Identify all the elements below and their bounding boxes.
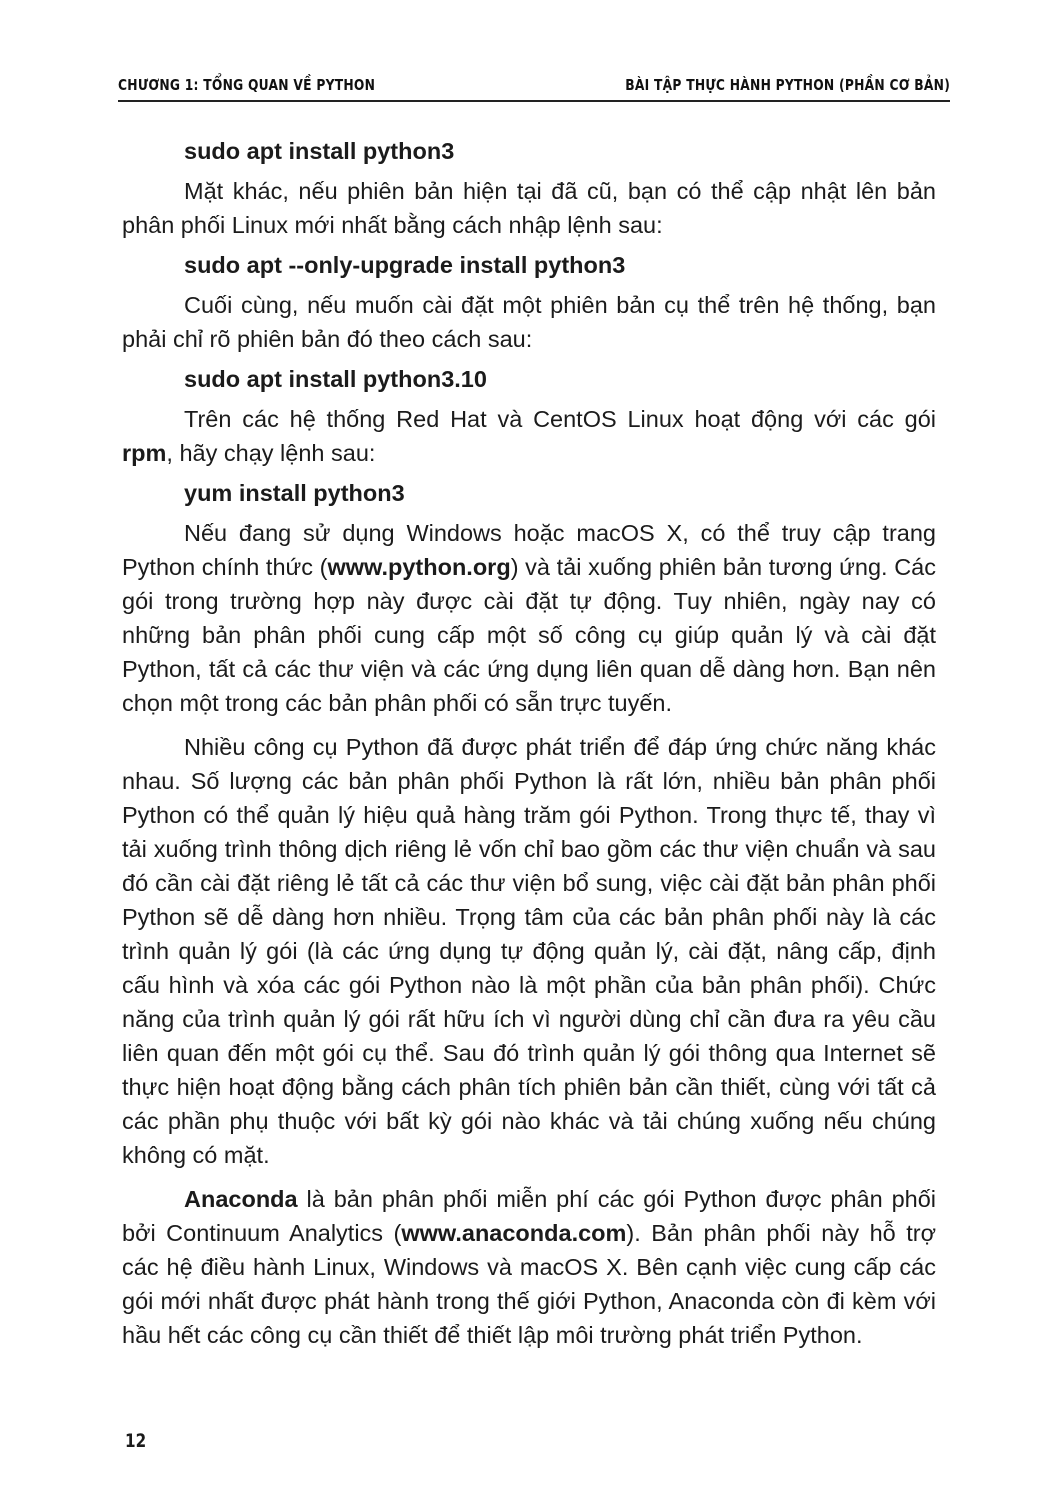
redhat-text-b: , hãy chạy lệnh sau: bbox=[166, 440, 376, 466]
paragraph-anaconda bbox=[122, 1182, 936, 1352]
paragraph-redhat bbox=[122, 402, 936, 470]
paragraph-distributions: Nhiều công cụ Python đã được phát triển để đáp ứng chức năng khác nhau. Số lượng các bản phân phối Python là rất lớn, nhiều bản phân phối Python có thể quản lý hiệu quả hàng trăm gói Python. Trong thực tế, thay vì tải xuống trình thông dịch riêng lẻ vốn chỉ bao gồm các thư viện chuẩn và sau đó cần cài đặt riêng lẻ tất cả các thư viện bổ sung, việc cài đặt bản phân phối Python sẽ dễ dàng hơn nhiều. Trọng tâm của các bản phân phối này là các trình quản lý gói (là các ứng dụng tự động quản lý, cài đặt, nâng cấp, định cấu hình và xóa các gói Python nào là một phần của bản phân phối). Chức năng của trình quản lý gói rất hữu ích vì người dùng chỉ cần đưa ra yêu cầu liên quan đến một gói cụ thể. Sau đó trình quản lý gói thông qua Internet sẽ thực hiện hoạt động bằng cách phân tích phiên bản cần thiết, cùng với tất cả các phần phụ thuộc với bất kỳ gói nào khác và tải chúng xuống nếu chúng không có mặt. bbox=[122, 734, 936, 1168]
rpm-term: rpm bbox=[122, 440, 167, 466]
python-org-link: www.python.org bbox=[327, 554, 511, 580]
command-install-python3: sudo apt install python3 bbox=[184, 138, 455, 164]
command-yum-install: yum install python3 bbox=[184, 480, 405, 506]
paragraph-upgrade-intro: Mặt khác, nếu phiên bản hiện tại đã cũ, bạn có thể cập nhật lên bản phân phối Linux mới nhất bằng cách nhập lệnh sau: bbox=[122, 178, 936, 238]
page-body bbox=[122, 134, 936, 1352]
command-upgrade-python3: sudo apt --only-upgrade install python3 bbox=[184, 252, 626, 278]
anaconda-text-b: ). Bản phân phối này hỗ trợ các hệ điều hành Linux, Windows và macOS X. Bên cạnh việc cung cấp các gói mới nhất được phát hành trong thế giới Python, Anaconda còn đi kèm với hầu hết các công cụ cần thiết để thiết lập môi trường phát triển Python. bbox=[122, 1220, 936, 1348]
redhat-text-a: Trên các hệ thống Red Hat và CentOS Linux hoạt động với các gói bbox=[184, 406, 936, 432]
page-number: 12 bbox=[125, 1430, 147, 1452]
anaconda-term: Anaconda bbox=[184, 1186, 298, 1212]
anaconda-com-link: www.anaconda.com bbox=[401, 1220, 627, 1246]
running-header bbox=[118, 72, 950, 102]
windows-text-b: ) và tải xuống phiên bản tương ứng. Các gói trong trường hợp này được cài đặt tự động. Tuy nhiên, ngày nay có những bản phân phối cung cấp một số công cụ giúp quản lý và cài đặt Python, tất cả các thư viện và các ứng dụng liên quan dễ dàng hơn. Bạn nên chọn một trong các bản phân phối có sẵn trực tuyến. bbox=[122, 554, 936, 716]
paragraph-windows-macos bbox=[122, 516, 936, 720]
book-title: BÀI TẬP THỰC HÀNH PYTHON (PHẦN CƠ BẢN) bbox=[625, 76, 950, 94]
windows-text-a: Nếu đang sử dụng Windows hoặc macOS X, có thể truy cập trang Python chính thức ( bbox=[122, 520, 936, 580]
chapter-title: CHƯƠNG 1: TỔNG QUAN VỀ PYTHON bbox=[118, 76, 376, 94]
paragraph-version-intro: Cuối cùng, nếu muốn cài đặt một phiên bản cụ thể trên hệ thống, bạn phải chỉ rõ phiên bản đó theo cách sau: bbox=[122, 292, 936, 352]
command-install-python310: sudo apt install python3.10 bbox=[184, 366, 487, 392]
anaconda-text-a: là bản phân phối miễn phí các gói Python được phân phối bởi Continuum Analytics ( bbox=[122, 1186, 936, 1246]
